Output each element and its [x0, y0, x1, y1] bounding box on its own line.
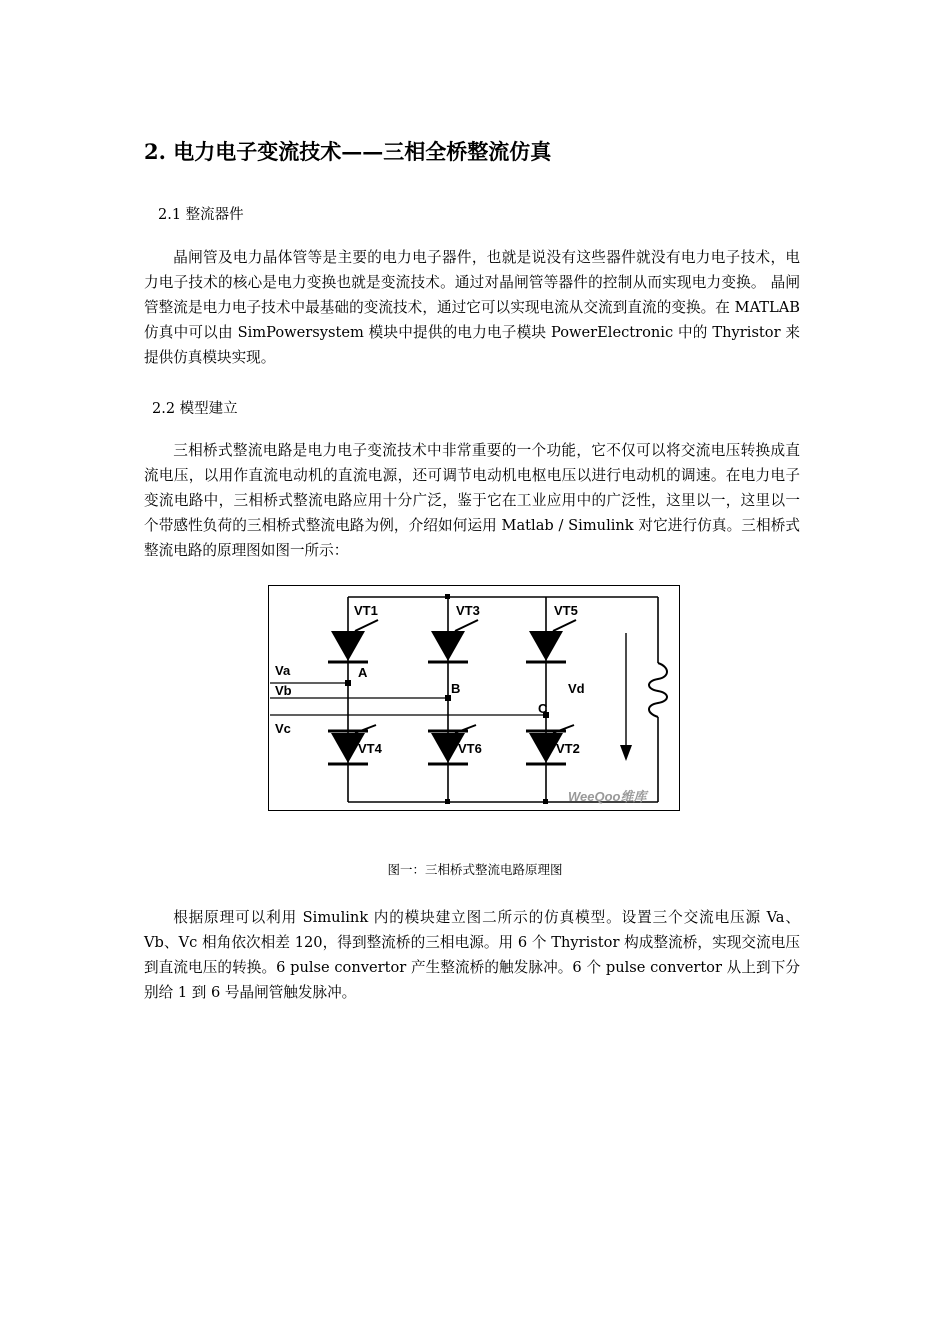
figure-caption: 图一：三相桥式整流电路原理图 [387, 862, 563, 877]
label-vd: Vd [568, 681, 585, 696]
label-vt2: VT2 [556, 741, 580, 756]
label-vt1: VT1 [354, 603, 378, 618]
paragraph-model-intro: 三相桥式整流电路是电力电子变流技术中非常重要的一个功能，它不仅可以将交流电压转换成直流电压，以用作直流电动机的直流电源，还可调节电动机电枢电压以进行电动机的调速。在电力电子变流电路中，三相桥式整流电路应用十分广泛，鉴于它在工业应用中的广泛性，这里以一，这里以一个带感性负荷的三相桥式整流电路为例，介绍如何运用 Matlab / Simulink 对它进行仿真。三相桥式整流电路的原理图如图一所示： [144, 442, 800, 559]
label-vt3: VT3 [456, 603, 480, 618]
label-node-c: C [538, 701, 548, 716]
paragraph-simulink-model: 根据原理可以利用 Simulink 内的模块建立图二所示的仿真模型。设置三个交流电压源 Va、Vb、Vc 相角依次相差 120，得到整流桥的三相电源。用 6 个 Thyristor 构成整流桥，实现交流电压到直流电压的转换。6 pulse convertor 产生整流桥的触发脉冲。6 个 pulse convertor 从上到下分别给 1 到 6 号晶闸管触发脉冲。 [144, 909, 800, 1001]
label-vt6: VT6 [458, 741, 482, 756]
label-vc: Vc [275, 721, 291, 736]
label-va: Va [275, 663, 291, 678]
label-vt4: VT4 [358, 741, 382, 756]
label-node-b: B [451, 681, 461, 696]
paragraph-devices: 晶闸管及电力晶体管等是主要的电力电子器件，也就是说没有这些器件就没有电力电子技术，电力电子技术的核心是电力变换也就是变流技术。通过对晶闸管等器件的控制从而实现电力变换。 晶闸管整流是电力电子技术中最基础的变流技术，通过它可以实现电流从交流到直流的变换。在 MATLAB 仿真中可以由 SimPowersystem 模块中提供的电力电子模块 PowerElectronic 中的 Thyristor 来提供仿真模块实现。 [144, 249, 800, 366]
subsection-title-devices: 2.1 整流器件 [158, 207, 244, 223]
watermark: WeeQoo维库 [568, 789, 647, 804]
section-heading: 2. 电力电子变流技术——三相全桥整流仿真 [144, 139, 552, 164]
subsection-title-model: 2.2 模型建立 [152, 401, 238, 417]
junction-a [345, 680, 351, 686]
label-vb: Vb [275, 683, 292, 698]
label-node-a: A [358, 665, 368, 680]
label-vt5: VT5 [554, 603, 578, 618]
rectifier-circuit-diagram [268, 585, 680, 811]
